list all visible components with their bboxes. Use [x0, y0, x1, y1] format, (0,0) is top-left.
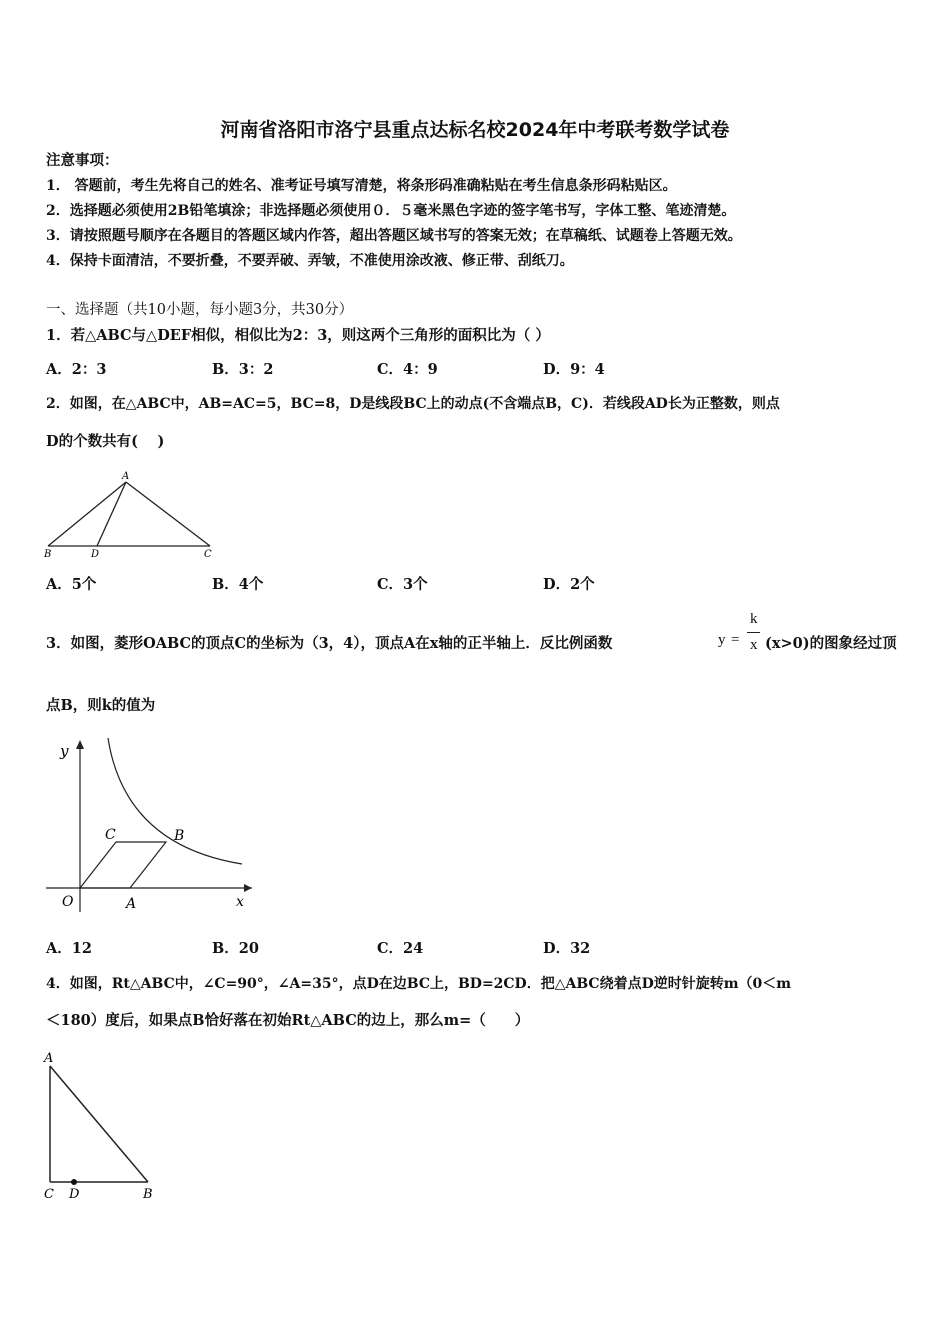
q3-label-y: y — [60, 742, 69, 760]
q2-option-a: A．5个 — [46, 576, 97, 593]
notice-item-1: 1． 答题前，考生先将自己的姓名、准考证号填写清楚，将条形码准确粘贴在考生信息条形码粘贴区。 — [46, 178, 677, 194]
q3-option-c: C．24 — [377, 940, 424, 957]
q3-formula-numerator: k — [750, 611, 758, 627]
q2-stem-line1: 2．如图，在△ABC中，AB=AC=5，BC=8，D是线段BC上的动点(不含端点B，C)．若线段AD长为正整数，则点 — [46, 396, 780, 412]
q3-x-axis-arrow — [244, 884, 252, 892]
notice-item-3: 3．请按照题号顺序在各题目的答题区域内作答，超出答题区域书写的答案无效；在草稿纸、试题卷上答题无效。 — [46, 228, 742, 244]
q3-stem-part1: 3．如图，菱形OABC的顶点C的坐标为（3，4），顶点A在x轴的正半轴上．反比例函数 — [46, 635, 613, 652]
q3-option-a: A．12 — [46, 940, 92, 957]
q3-formula-denominator: x — [750, 637, 758, 653]
q2-label-a: A — [122, 471, 130, 482]
q3-label-a: A — [126, 896, 137, 912]
q2-segment-ad — [97, 482, 126, 546]
q3-label-c: C — [105, 827, 116, 843]
q4-label-c: C — [44, 1187, 54, 1202]
q3-fraction-bar — [747, 632, 760, 633]
q2-segment-ac — [126, 482, 210, 546]
q4-stem-line2: ＜180）度后，如果点B恰好落在初始Rt△ABC的边上，那么m=（ ） — [46, 1012, 530, 1029]
q3-label-x: x — [236, 894, 244, 910]
q3-label-o: O — [62, 894, 74, 910]
q4-label-d: D — [69, 1187, 80, 1202]
q2-segment-ab — [48, 482, 126, 546]
q1-stem: 1．若△ABC与△DEF相似，相似比为2：3，则这两个三角形的面积比为（ ） — [46, 327, 550, 344]
q2-label-d: D — [91, 549, 100, 560]
q4-point-d — [71, 1179, 77, 1185]
q2-option-d: D．2个 — [543, 576, 595, 593]
section-heading: 一、选择题（共10小题，每小题3分，共30分） — [46, 302, 354, 318]
q3-option-d: D．32 — [543, 940, 591, 957]
q3-option-b: B．20 — [212, 940, 259, 957]
q3-y-axis-arrow — [76, 740, 84, 749]
q3-hyperbola — [108, 738, 242, 864]
q3-rhombus-figure — [46, 732, 261, 912]
q2-triangle-figure — [40, 468, 225, 560]
q2-label-b: B — [44, 549, 52, 560]
q1-option-b: B．3：2 — [212, 361, 274, 378]
q4-label-a: A — [44, 1051, 54, 1066]
q3-formula-eq: = — [731, 632, 740, 648]
q4-segment-ab — [50, 1066, 148, 1182]
exam-title: 河南省洛阳市洛宁县重点达标名校2024年中考联考数学试卷 — [220, 119, 730, 141]
notice-heading: 注意事项： — [46, 152, 119, 169]
notice-item-2: 2．选择题必须使用2B铅笔填涂；非选择题必须使用０．５毫米黑色字迹的签字笔书写，字体工整、笔迹清楚。 — [46, 203, 736, 219]
q3-rhombus — [80, 842, 166, 888]
q2-label-c: C — [204, 549, 212, 560]
q2-stem-line2: D的个数共有( ) — [46, 433, 165, 450]
notice-item-4: 4．保持卡面清洁，不要折叠，不要弄破、弄皱，不准使用涂改液、修正带、刮纸刀。 — [46, 253, 574, 269]
q3-label-b: B — [174, 828, 185, 844]
q1-option-c: C．4：9 — [377, 361, 438, 378]
q3-formula-y: y — [718, 632, 726, 648]
q1-option-d: D．9：4 — [543, 361, 605, 378]
q4-label-b: B — [143, 1187, 153, 1202]
q2-option-b: B．4个 — [212, 576, 264, 593]
q1-option-a: A．2：3 — [46, 361, 107, 378]
q3-stem-line2: 点B，则k的值为 — [46, 697, 156, 714]
q4-stem-line1: 4．如图，Rt△ABC中，∠C=90°，∠A=35°，点D在边BC上，BD=2CD．把△ABC绕着点D逆时针旋转m（0＜m — [46, 976, 792, 992]
q4-triangle-figure — [40, 1046, 160, 1206]
q3-stem-part2: (x>0)的图象经过顶 — [765, 635, 897, 652]
q2-option-c: C．3个 — [377, 576, 428, 593]
